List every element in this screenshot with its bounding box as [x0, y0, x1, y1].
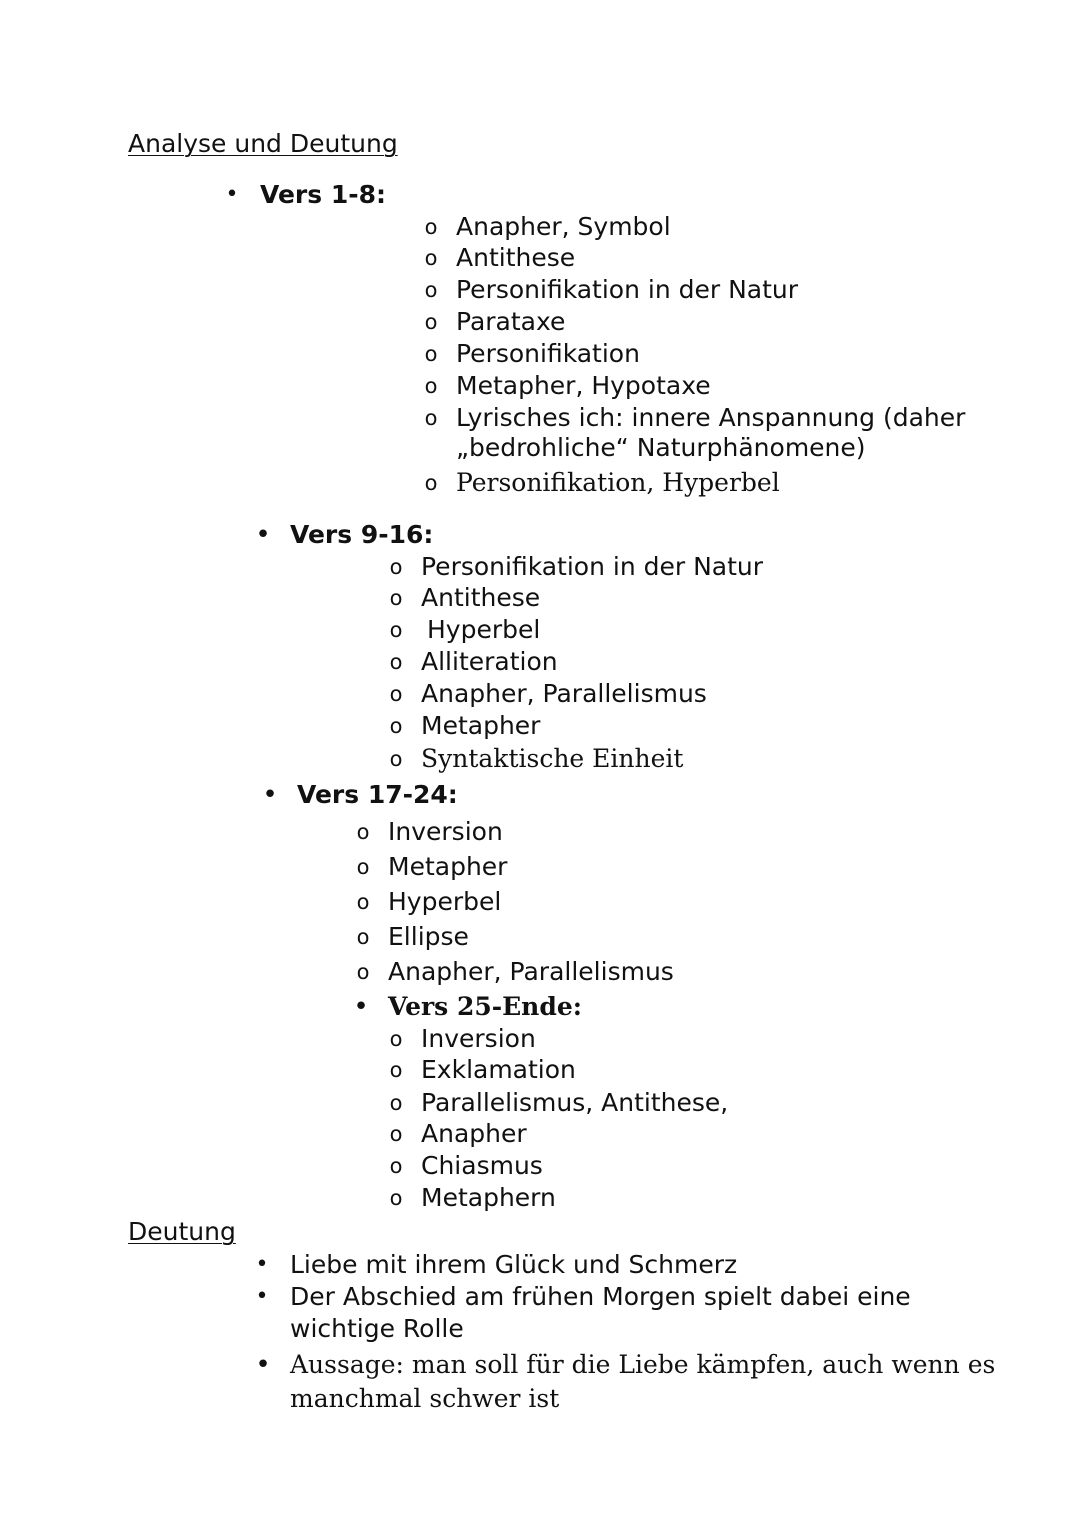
circle-marker: o [356, 890, 370, 914]
circle-marker: o [389, 618, 403, 642]
list-item: Alliteration [421, 647, 558, 676]
bullet-marker: • [255, 1252, 269, 1277]
list-item: Personifikation, Hyperbel [456, 468, 780, 497]
bullet-marker: • [262, 780, 278, 810]
circle-marker: o [389, 1154, 403, 1178]
circle-marker: o [356, 925, 370, 949]
list-item: Parataxe [456, 307, 566, 336]
list-item: Antithese [421, 583, 541, 612]
list-item: Hyperbel [427, 615, 541, 644]
list-item: Antithese [456, 243, 576, 272]
circle-marker: o [424, 342, 438, 366]
circle-marker: o [389, 747, 403, 771]
deutung-item: Der Abschied am frühen Morgen spielt dabei eine [290, 1282, 911, 1311]
circle-marker: o [424, 374, 438, 398]
section-title-vers-9-16: Vers 9-16: [290, 520, 434, 549]
bullet-marker: • [353, 992, 369, 1022]
bullet-marker: • [255, 520, 271, 550]
list-item: Metapher [421, 711, 541, 740]
circle-marker: o [424, 471, 438, 495]
circle-marker: o [424, 406, 438, 430]
circle-marker: o [389, 1122, 403, 1146]
bullet-marker: • [225, 182, 239, 207]
section-title-vers-1-8: Vers 1-8: [260, 180, 387, 209]
list-item: Chiasmus [421, 1151, 543, 1180]
list-item: Syntaktische Einheit [421, 744, 684, 773]
circle-marker: o [389, 1091, 403, 1115]
list-item: Anapher [421, 1119, 527, 1148]
circle-marker: o [356, 820, 370, 844]
bullet-marker: • [255, 1284, 269, 1309]
list-item: Lyrisches ich: innere Anspannung (daher [456, 403, 966, 432]
list-item: Personifikation in der Natur [421, 552, 764, 581]
bullet-marker: • [255, 1350, 271, 1380]
circle-marker: o [389, 1058, 403, 1082]
deutung-item-continuation: wichtige Rolle [290, 1314, 464, 1343]
list-item: Exklamation [421, 1055, 576, 1084]
list-item: Hyperbel [388, 887, 502, 916]
page-title: Analyse und Deutung [128, 129, 398, 158]
circle-marker: o [389, 586, 403, 610]
section-title-vers-25-ende: Vers 25-Ende: [388, 992, 582, 1021]
circle-marker: o [389, 714, 403, 738]
deutung-item-continuation: manchmal schwer ist [290, 1384, 560, 1413]
circle-marker: o [356, 960, 370, 984]
circle-marker: o [389, 682, 403, 706]
list-item-continuation: „bedrohliche“ Naturphänomene) [456, 433, 866, 462]
circle-marker: o [424, 310, 438, 334]
circle-marker: o [389, 650, 403, 674]
list-item: Anapher, Parallelismus [421, 679, 707, 708]
list-item: Parallelismus, Antithese, [421, 1088, 729, 1117]
list-item: Ellipse [388, 922, 469, 951]
list-item: Inversion [421, 1024, 536, 1053]
circle-marker: o [424, 246, 438, 270]
circle-marker: o [389, 1027, 403, 1051]
deutung-item: Liebe mit ihrem Glück und Schmerz [290, 1250, 738, 1279]
circle-marker: o [389, 555, 403, 579]
section-heading-deutung: Deutung [128, 1217, 236, 1246]
list-item: Metapher [388, 852, 508, 881]
list-item: Metaphern [421, 1183, 556, 1212]
circle-marker: o [424, 278, 438, 302]
circle-marker: o [424, 215, 438, 239]
list-item: Metapher, Hypotaxe [456, 371, 711, 400]
list-item: Anapher, Symbol [456, 212, 671, 241]
deutung-item: Aussage: man soll für die Liebe kämpfen, auch wenn es [290, 1350, 996, 1379]
circle-marker: o [356, 855, 370, 879]
list-item: Inversion [388, 817, 503, 846]
list-item: Anapher, Parallelismus [388, 957, 674, 986]
list-item: Personifikation in der Natur [456, 275, 799, 304]
section-title-vers-17-24: Vers 17-24: [297, 780, 458, 809]
list-item: Personifikation [456, 339, 640, 368]
circle-marker: o [389, 1186, 403, 1210]
